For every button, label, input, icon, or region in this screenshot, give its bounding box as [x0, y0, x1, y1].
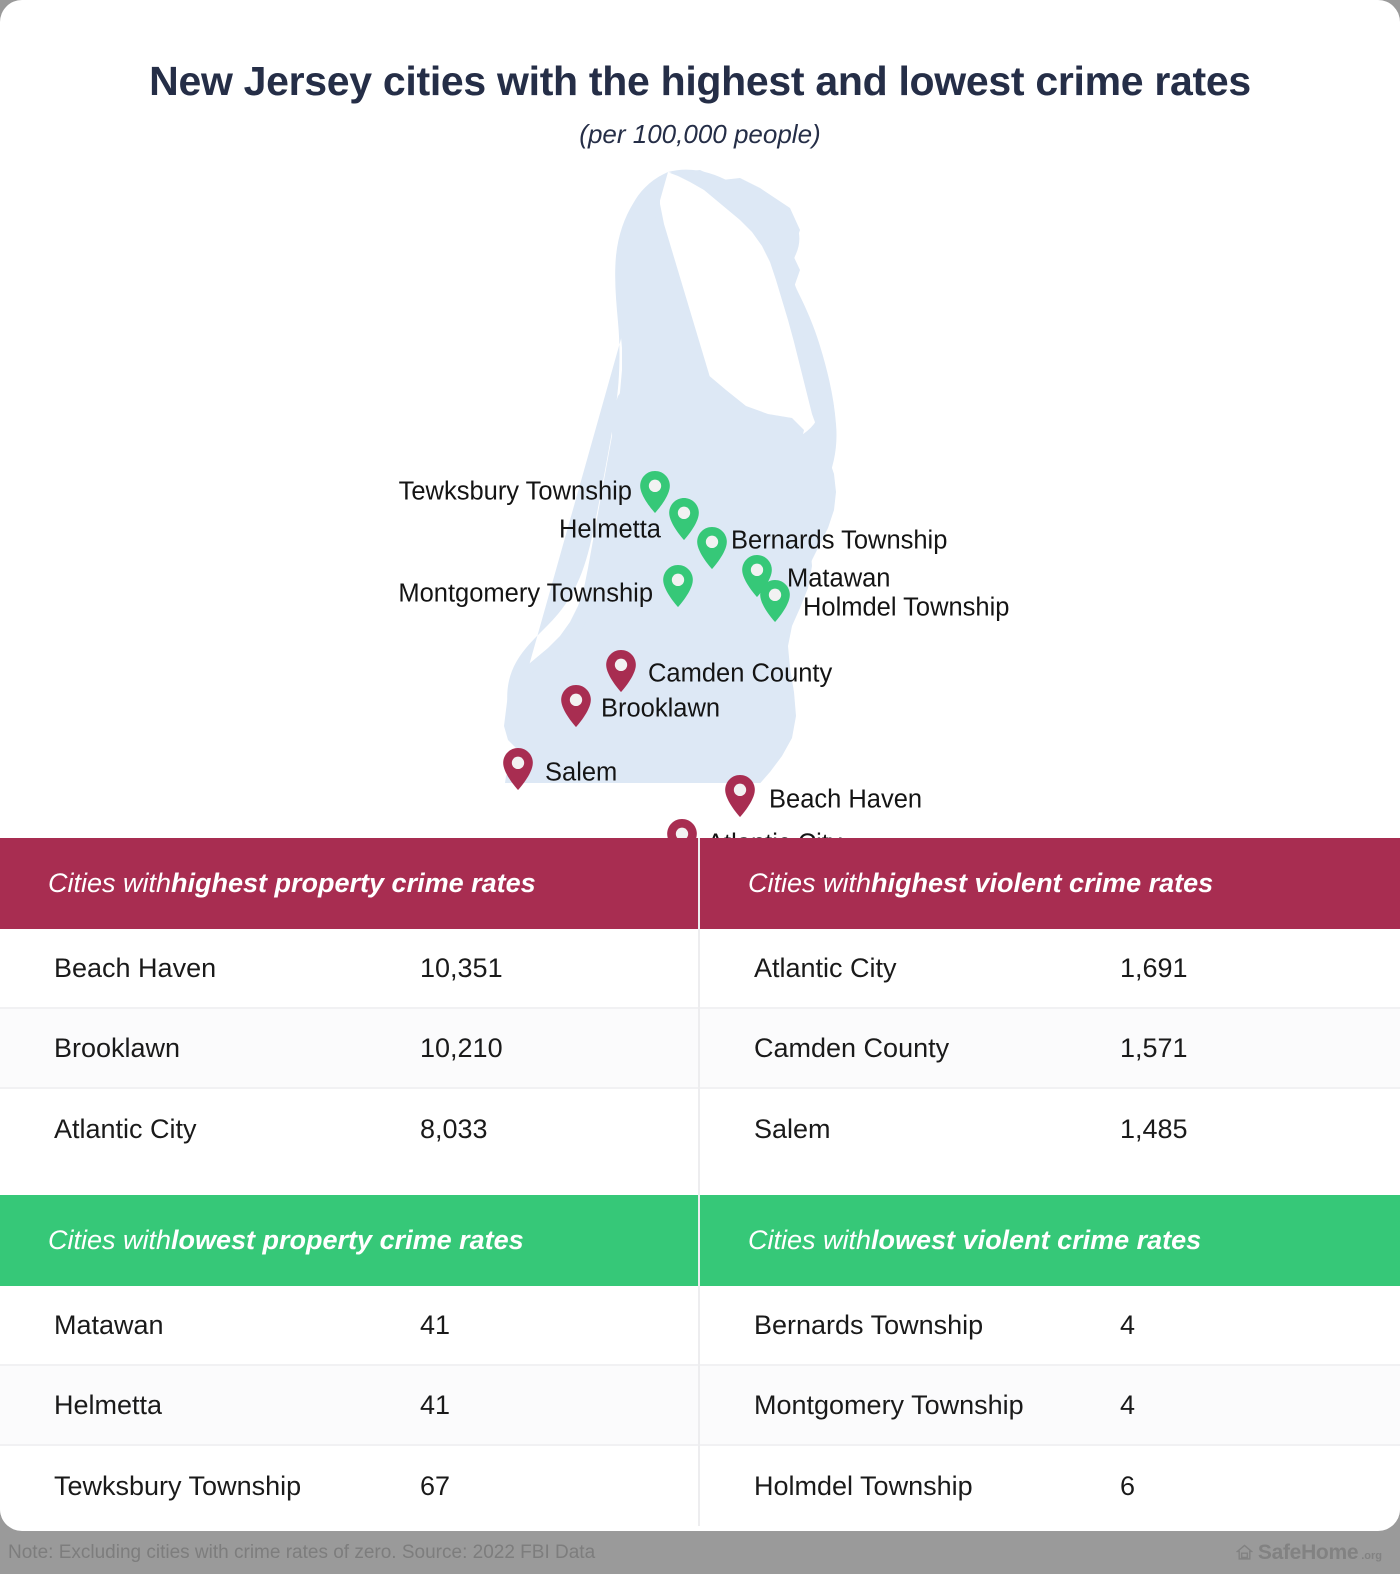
- page-subtitle: (per 100,000 people): [579, 119, 821, 150]
- row-city: Brooklawn: [54, 1032, 181, 1063]
- lowest-property-rows: [0, 1286, 698, 1526]
- table-row: [0, 1446, 698, 1526]
- row-city: Holmdel Township: [754, 1470, 973, 1501]
- row-value: 1,571: [1120, 1032, 1188, 1063]
- map-label-helmetta: Helmetta: [558, 515, 661, 544]
- table-row: [700, 1009, 1400, 1089]
- source-note: Note: Excluding cities with crime rates of zero. Source: 2022 FBI Data: [8, 1541, 596, 1563]
- section-header-emphasis: highest property crime rates: [171, 868, 536, 898]
- header: [0, 0, 1400, 150]
- highest-violent-rows: [700, 929, 1400, 1169]
- row-city: Salem: [754, 1113, 831, 1144]
- row-value: 41: [420, 1389, 451, 1420]
- map-label-holmdel-township: Holmdel Township: [803, 593, 1010, 622]
- section-header-highest-violent: [700, 838, 1400, 929]
- table-row: [0, 1286, 698, 1366]
- map-label-matawan: Matawan: [787, 564, 891, 593]
- house-icon: [1236, 1544, 1253, 1561]
- safehome-logo: [1236, 1541, 1382, 1565]
- table-row: [700, 1446, 1400, 1526]
- row-spacer: [0, 1169, 698, 1195]
- row-city: Atlantic City: [754, 952, 897, 983]
- row-spacer: [700, 1169, 1400, 1195]
- violent-crime-column: [700, 838, 1400, 1526]
- table-row: [0, 1366, 698, 1446]
- map-label-bernards-township: Bernards Township: [731, 526, 948, 555]
- map-pin-salem[interactable]: [503, 748, 533, 790]
- map-label-montgomery-township: Montgomery Township: [398, 579, 653, 608]
- page-title: New Jersey cities with the highest and lowest crime rates: [149, 58, 1251, 104]
- map-label-beach-haven: Beach Haven: [769, 785, 923, 814]
- map-label-tewksbury-township: Tewksbury Township: [398, 477, 632, 506]
- map-pin-bernards-township[interactable]: [697, 527, 727, 569]
- table-row: [0, 1009, 698, 1089]
- map-label-camden-county: Camden County: [648, 659, 833, 688]
- map-container: [0, 158, 1400, 814]
- map-label-brooklawn: Brooklawn: [601, 694, 721, 723]
- table-row: [0, 929, 698, 1009]
- map-pin-tewksbury-township[interactable]: [640, 471, 670, 513]
- section-header-emphasis: lowest violent crime rates: [871, 1225, 1202, 1255]
- highest-property-rows: [0, 929, 698, 1169]
- section-header-emphasis: highest violent crime rates: [871, 868, 1214, 898]
- section-header-prefix: Cities with: [748, 868, 872, 898]
- row-value: 4: [1120, 1309, 1136, 1340]
- row-city: Helmetta: [54, 1389, 163, 1420]
- map-pin-beach-haven[interactable]: [725, 775, 755, 817]
- row-city: Matawan: [54, 1309, 164, 1340]
- new-jersey-map: [0, 158, 1400, 783]
- row-city: Bernards Township: [754, 1309, 984, 1340]
- map-pin-helmetta[interactable]: [669, 498, 699, 540]
- row-value: 4: [1120, 1389, 1136, 1420]
- map-pin-camden-county[interactable]: [606, 650, 636, 692]
- map-pin-holmdel-township[interactable]: [760, 580, 790, 622]
- row-value: 1,485: [1120, 1113, 1188, 1144]
- table-row: [700, 929, 1400, 1009]
- row-value: 1,691: [1120, 952, 1188, 983]
- section-header-lowest-property: [0, 1195, 698, 1286]
- section-header-prefix: Cities with: [48, 868, 172, 898]
- section-header-prefix: Cities with: [48, 1225, 172, 1255]
- map-pin-montgomery-township[interactable]: [663, 565, 693, 607]
- table-row: [700, 1286, 1400, 1366]
- row-city: Camden County: [754, 1032, 950, 1063]
- row-value: 8,033: [420, 1113, 488, 1144]
- row-city: Tewksbury Township: [54, 1470, 302, 1501]
- row-value: 10,210: [420, 1032, 503, 1063]
- table-row: [700, 1089, 1400, 1169]
- data-tables: [0, 838, 1400, 1526]
- row-value: 10,351: [420, 952, 503, 983]
- lowest-violent-rows: [700, 1286, 1400, 1526]
- map-label-salem: Salem: [545, 758, 618, 787]
- footer: [0, 1531, 1400, 1574]
- row-city: Beach Haven: [54, 952, 217, 983]
- row-value: 67: [420, 1470, 451, 1501]
- section-header-emphasis: lowest property crime rates: [171, 1225, 524, 1255]
- row-city: Atlantic City: [54, 1113, 197, 1144]
- map-pin-brooklawn[interactable]: [561, 685, 591, 727]
- row-city: Montgomery Township: [754, 1389, 1024, 1420]
- table-row: [0, 1089, 698, 1169]
- row-value: 6: [1120, 1470, 1136, 1501]
- property-crime-column: [0, 838, 700, 1526]
- section-header-lowest-violent: [700, 1195, 1400, 1286]
- logo-tld: .org: [1361, 1549, 1382, 1562]
- logo-wordmark: SafeHome: [1257, 1540, 1359, 1564]
- table-row: [700, 1366, 1400, 1446]
- section-header-highest-property: [0, 838, 698, 929]
- section-header-prefix: Cities with: [748, 1225, 872, 1255]
- row-value: 41: [420, 1309, 451, 1340]
